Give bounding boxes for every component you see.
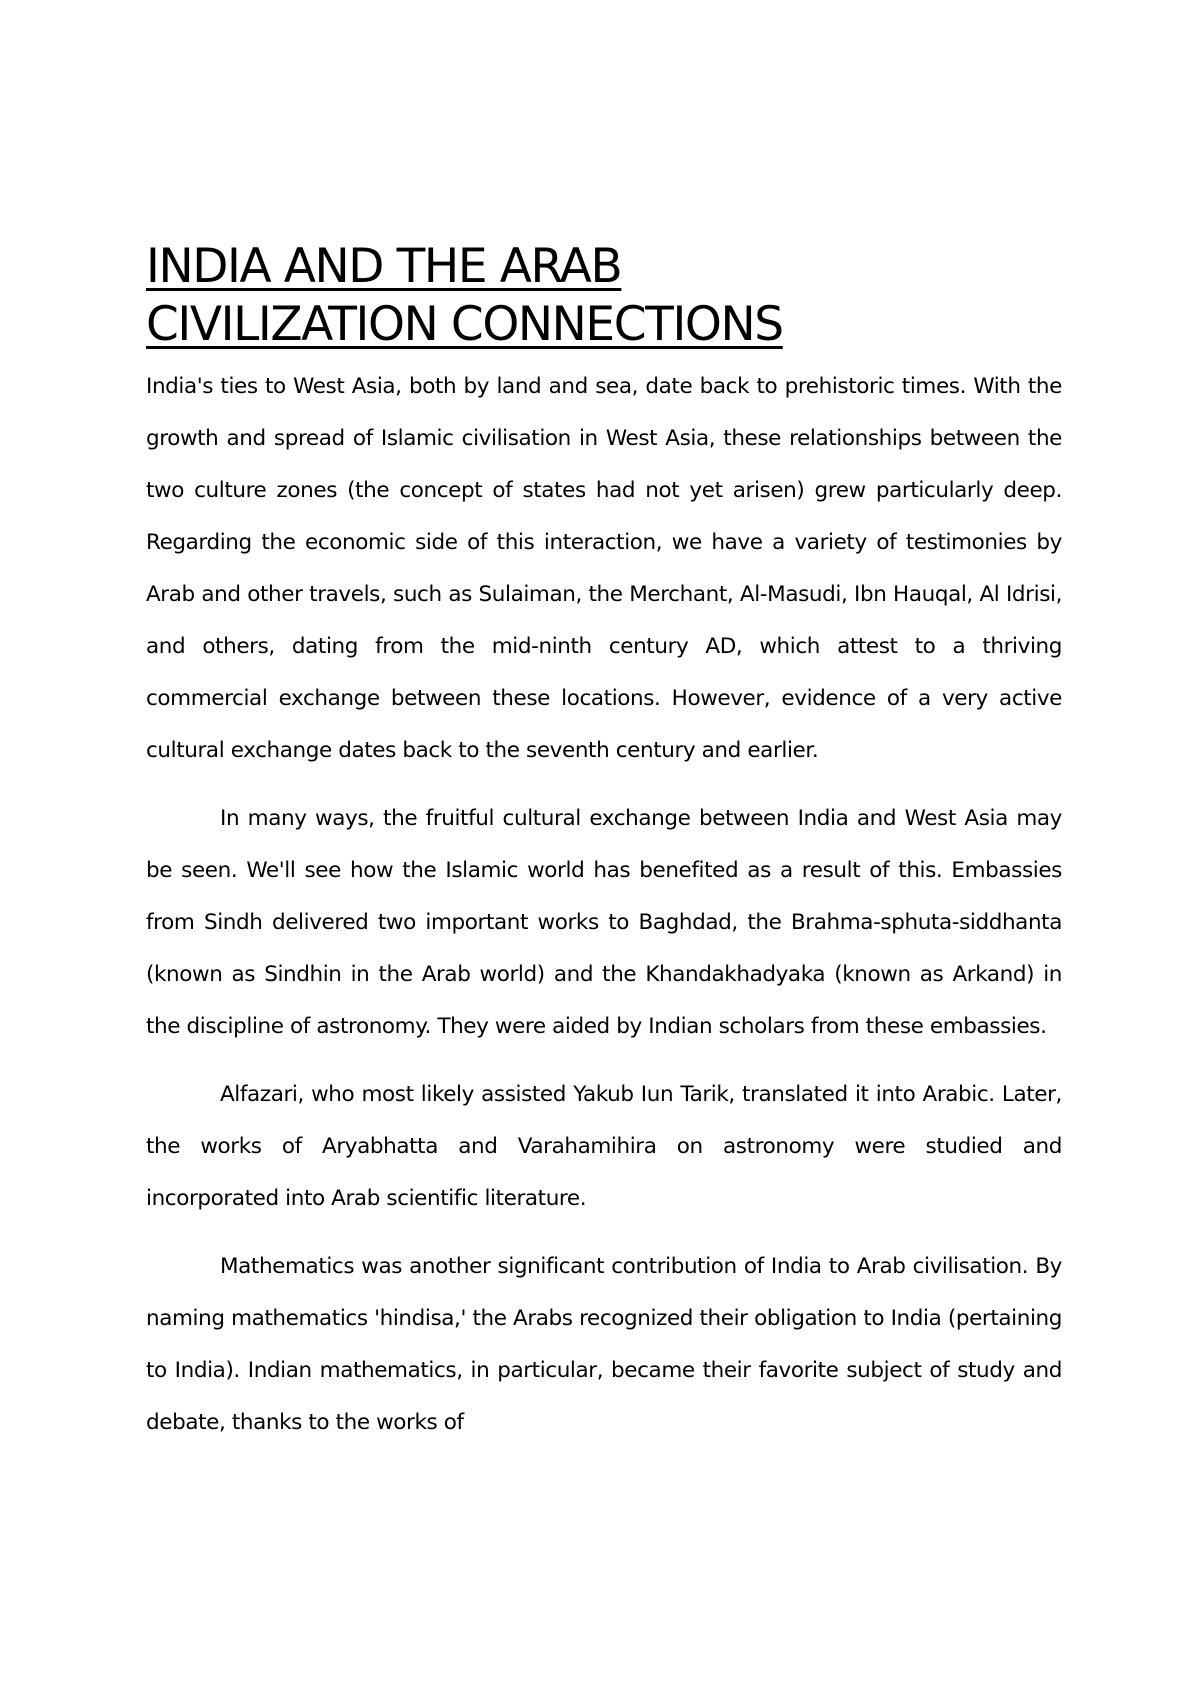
title-line-2: CIVILIZATION CONNECTIONS bbox=[146, 297, 783, 352]
paragraph-4: Mathematics was another significant contribution of India to Arab civilisation. By naming mathematics 'hindisa,' the Arabs recognized their obligation to India (pertaining to India). Indian mathematics, in particular, became their favorite subject of study and debate, thanks to the works of bbox=[146, 1254, 1062, 1435]
document-content bbox=[146, 238, 1062, 1449]
title-line-1: INDIA AND THE ARAB bbox=[146, 239, 622, 294]
paragraph-3: Alfazari, who most likely assisted Yakub Iun Tarik, translated it into Arabic. Later, the works of Aryabhatta and Varahamihira on astronomy were studied and incorporated into Arab scientific literature. bbox=[146, 1082, 1062, 1211]
document-title bbox=[146, 238, 1062, 354]
paragraph-1: India's ties to West Asia, both by land and sea, date back to prehistoric times. With the growth and spread of Islamic civilisation in West Asia, these relationships between the two culture zones (the concept of states had not yet arisen) grew particularly deep. Regarding the economic side of this interaction, we have a variety of testimonies by Arab and other travels, such as Sulaiman, the Merchant, Al-Masudi, Ibn Hauqal, Al Idrisi, and others, dating from the mid-ninth century AD, which attest to a thriving commercial exchange between these locations. However, evidence of a very active cultural exchange dates back to the seventh century and earlier. bbox=[146, 374, 1062, 763]
paragraph-2: In many ways, the fruitful cultural exchange between India and West Asia may be seen. We'll see how the Islamic world has benefited as a result of this. Embassies from Sindh delivered two important works to Baghdad, the Brahma-sphuta-siddhanta (known as Sindhin in the Arab world) and the Khandakhadyaka (known as Arkand) in the discipline of astronomy. They were aided by Indian scholars from these embassies. bbox=[146, 806, 1062, 1039]
